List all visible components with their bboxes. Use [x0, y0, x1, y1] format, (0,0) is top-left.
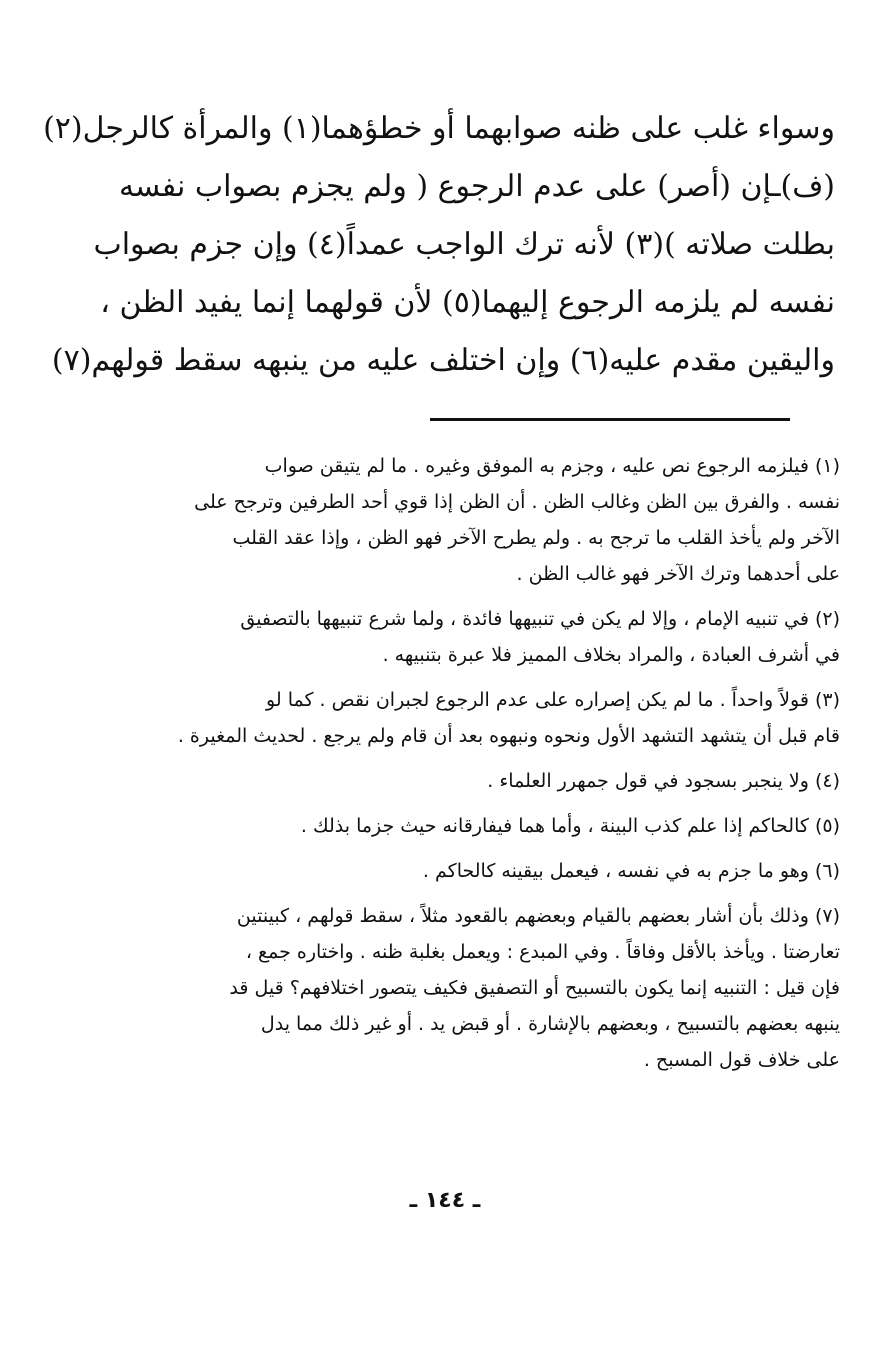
footnote-line: نفسه . والفرق بين الظن وغالب الظن . أن الظن إذا قوي أحد الطرفين وترجح على — [194, 491, 840, 513]
main-text-line: واليقين مقدم عليه(٦) وإن اختلف عليه من ينبهه سقط قولهم(٧) — [51, 343, 835, 378]
main-text — [43, 100, 835, 390]
footnote-1 — [48, 448, 840, 592]
footnote-line: في أشرف العبادة ، والمراد بخلاف المميز فلا عبرة بتنبيهه . — [382, 644, 840, 666]
footnote-3 — [48, 682, 840, 754]
footnotes — [48, 448, 840, 1087]
footnote-5 — [48, 808, 840, 844]
footnote-line: (٧) وذلك بأن أشار بعضهم بالقيام وبعضهم بالقعود مثلاً ، سقط قولهم ، كبينتين — [236, 905, 840, 927]
footnote-6 — [48, 853, 840, 889]
footnote-line: (٣) قولاً واحداً . ما لم يكن إصراره على عدم الرجوع لجبران نقص . كما لو — [266, 689, 840, 711]
footnote-line: (٦) وهو ما جزم به في نفسه ، فيعمل بيقينه كالحاكم . — [422, 860, 840, 882]
main-text-line: بطلت صلاته )(٣) لأنه ترك الواجب عمداً(٤) وإن جزم بصواب — [93, 227, 835, 262]
footnote-7 — [48, 898, 840, 1078]
footnote-line: قام قبل أن يتشهد التشهد الأول ونحوه ونبهوه بعد أن قام ولم يرجع . لحديث المغيرة . — [177, 725, 840, 747]
footnote-2 — [48, 601, 840, 673]
footnote-line: (٢) في تنبيه الإمام ، وإلا لم يكن في تنبيهها فائدة ، ولما شرع تنبيهها بالتصفيق — [240, 608, 840, 630]
footnote-separator — [430, 418, 790, 421]
main-text-line: (ف)ـإن (أصر) على عدم الرجوع ( ولم يجزم بصواب نفسه — [118, 169, 835, 204]
footnote-line: ينبهه بعضهم بالتسبيح ، وبعضهم بالإشارة . أو قبض يد . أو غير ذلك مما يدل — [260, 1013, 840, 1035]
main-text-line: وسواء غلب على ظنه صوابهما أو خطؤهما(١) والمرأة كالرجل(٢) — [43, 111, 835, 146]
footnote-line: فإن قيل : التنبيه إنما يكون بالتسبيح أو التصفيق فكيف يتصور اختلافهم؟ قيل قد — [229, 977, 840, 999]
footnote-line: (٤) ولا ينجبر بسجود في قول جمهرر العلماء . — [487, 770, 840, 792]
footnote-line: (١) فيلزمه الرجوع نص عليه ، وجزم به الموفق وغيره . ما لم يتيقن صواب — [264, 455, 840, 477]
footnote-line: (٥) كالحاكم إذا علم كذب البينة ، وأما هما فيفارقانه حيث جزما بذلك . — [300, 815, 840, 837]
page-number: ـ ١٤٤ ـ — [409, 1188, 481, 1213]
footnote-line: تعارضتا . ويأخذ بالأقل وفاقاً . وفي المبدع : ويعمل بغلبة ظنه . واختاره جمع ، — [245, 941, 840, 963]
footnote-line: الآخر ولم يأخذ القلب ما ترجح به . ولم يطرح الآخر فهو الظن ، وإذا عقد القلب — [232, 527, 840, 549]
main-text-line: نفسه لم يلزمه الرجوع إليهما(٥) لأن قولهما إنما يفيد الظن ، — [100, 285, 835, 320]
footnote-line: على أحدهما وترك الآخر فهو غالب الظن . — [516, 563, 840, 585]
footnote-4 — [48, 763, 840, 799]
footnote-line: على خلاف قول المسبح . — [643, 1049, 840, 1071]
